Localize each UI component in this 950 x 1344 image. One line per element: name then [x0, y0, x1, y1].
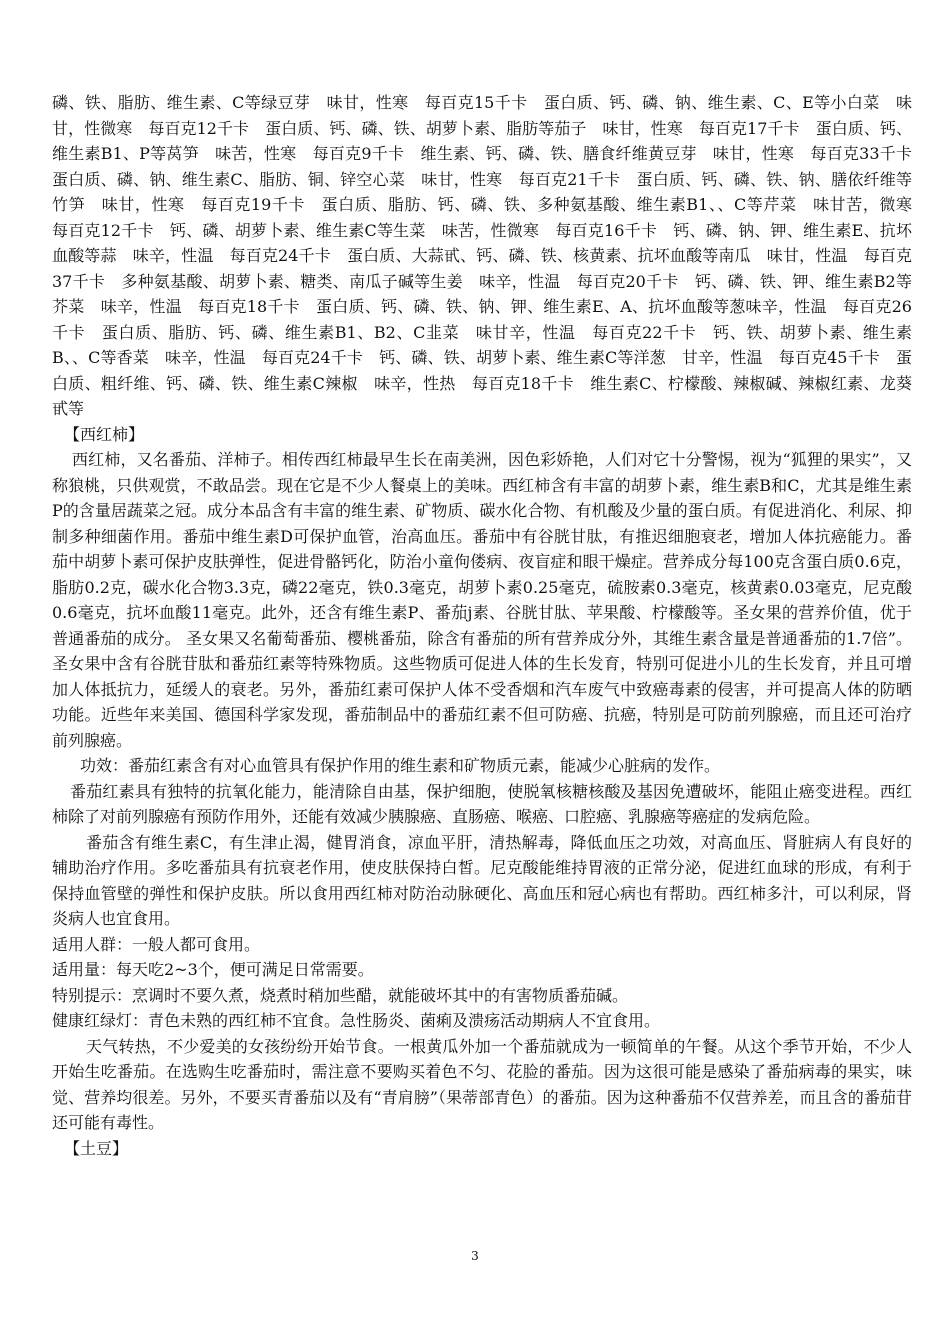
suitable-amount: 适用量：每天吃2~3个，便可满足日常需要。 [52, 960, 374, 979]
special-tip: 特别提示：烹调时不要久煮，烧煮时稍加些醋，就能破坏其中的有害物质番茄碱。 [52, 985, 629, 1005]
tomato-antioxidant: 番茄红素具有独特的抗氧化能力，能清除自由基，保护细胞，使脱氧核糖核酸及基因免遭破坏，能阻止癌变进程。西红柿除了对前列腺癌有预防作用外，还能有效减少胰腺癌、直肠癌、喉癌、口腔癌、乳腺癌等癌症的发病危险。 [52, 781, 912, 826]
tomato-efficacy: 功效：番茄红素含有对心血管具有保护作用的维生素和矿物质元素，能减少心脏病的发作。 [80, 756, 721, 775]
tomato-closing: 天气转热，不少爱美的女孩纷纷开始节食。一根黄瓜外加一个番茄就成为一顿简单的午餐。从这个季节开始，不少人开始生吃番茄。在选购生吃番茄时，需注意不要购买着色不匀、花脸的番茄。因为这很可能是感染了番茄病毒的果实，味觉、营养均很差。另外，不要买青番茄以及有“青肩膀”（果蒂部青色）的番茄。因为这种番茄不仅营养差，而且含的番茄苷还可能有毒性。 [52, 1036, 912, 1132]
tomato-vitamin-c: 番茄含有维生素C，有生津止渴，健胃消食，凉血平肝，清热解毒，降低血压之功效，对高血压、肾脏病人有良好的辅助治疗作用。多吃番茄具有抗衰老作用，使皮肤保持白皙。尼克酸能维持胃液的正常分泌，促进红血球的形成，有利于保持血管壁的弹性和保护皮肤。所以食用西红柿对防治动脉硬化、高血压和冠心病也有帮助。西红柿多汁，可以利尿，肾炎病人也宜食用。 [52, 832, 912, 928]
vegetable-nutrition-list: 磷、铁、脂肪、维生素、C等绿豆芽 味甘，性寒 每百克15千卡 蛋白质、钙、磷、钠、维生素、C、E等小白菜 味甘，性微寒 每百克12千卡 蛋白质、钙、磷、铁、胡萝卜素、脂肪等茄子 味甘，性寒 每百克17千卡 蛋白质、钙、维生素B1、P等莴笋 味苦，性寒 每百克9千卡 维生素、钙、磷、铁、膳食纤维黄豆芽 味甘，性寒 每百克33千卡 蛋白质、磷、钠、维生素C、脂肪、铜、锌空心菜 味甘，性寒 每百克21千卡 蛋白质、钙、磷、铁、钠、膳依纤维等竹笋 味甘，性寒 每百克19千卡 蛋白质、脂肪、钙、磷、铁、多种氨基酸、维生素B1、、C等芹菜 味甘苦，微寒 每百克12千卡 钙、磷、胡萝卜素、维生素C等生菜 味苦，性微寒 每百克16千卡 钙、磷、钠、钾、维生素E、抗坏血酸等蒜 味辛，性温 每百克24千卡 蛋白质、大蒜甙、钙、磷、铁、核黄素、抗坏血酸等南瓜 味甘，性温 每百克37千卡 多种氨基酸、胡萝卜素、糖类、南瓜子碱等生姜 味辛，性温 每百克20千卡 钙、磷、铁、钾、维生素B2等芥菜 味辛，性温 每百克18千卡 蛋白质、钙、磷、铁、钠、钾、维生素E、A、抗坏血酸等葱味辛，性温 每百克26千卡 蛋白质、脂肪、钙、磷、维生素B1、B2、C韭菜 味甘辛，性温 每百克22千卡 钙、铁、胡萝卜素、维生素B、、C等香菜 味辛，性温 每百克24千卡 钙、磷、铁、胡萝卜素、维生素C等洋葱 甘辛，性温 每百克45千卡 蛋白质、粗纤维、钙、磷、铁、维生素C辣椒 味辛，性热 每百克18千卡 维生素C、柠檬酸、辣椒碱、辣椒红素、龙葵甙等 [52, 93, 929, 418]
section-heading-tomato: 【西红柿】 [64, 424, 145, 444]
suitable-people: 适用人群：一般人都可食用。 [52, 934, 261, 954]
document-page [52, 90, 929, 1161]
section-heading-potato: 【土豆】 [64, 1138, 129, 1158]
health-traffic-light: 健康红绿灯：青色未熟的西红柿不宜食。急性肠炎、菌痢及溃疡活动期病人不宜食用。 [52, 1011, 661, 1030]
page-number: 3 [471, 1249, 479, 1263]
tomato-description: 西红柿，又名番茄、洋柿子。相传西红柿最早生长在南美洲，因色彩娇艳，人们对它十分警惕，视为“狐狸的果实”，又称狼桃，只供观赏，不敢品尝。现在它是不少人餐桌上的美味。西红柿含有丰富的胡萝卜素，维生素B和C，尤其是维生素P的含量居蔬菜之冠。成分本品含有丰富的维生素、矿物质、碳水化合物、有机酸及少量的蛋白质。有促进消化、利尿、抑制多种细菌作用。番茄中维生素D可保护血管，治高血压。番茄中有谷胱甘肽，有推迟细胞衰老，增加人体抗癌能力。番茄中胡萝卜素可保护皮肤弹性，促进骨骼钙化，防治小童佝偻病、夜盲症和眼干燥症。营养成分每100克含蛋白质0.6克，脂肪0.2克，碳水化合物3.3克，磷22毫克，铁0.3毫克，胡萝卜素0.25毫克，硫胺素0.3毫克，核黄素0.03毫克，尼克酸0.6毫克，抗坏血酸11毫克。此外，还含有维生素P、番茄j素、谷胱甘肽、苹果酸、柠檬酸等。圣女果的营养价值，优于普通番茄的成分。 圣女果又名葡萄番茄、樱桃番茄，除含有番茄的所有营养成分外，其维生素含量是普通番茄的1.7倍”。 圣女果中含有谷胱苷肽和番茄红素等特殊物质。这些物质可促进人体的生长发育，特别可促进小儿的生长发育，并且可增加人体抵抗力，延缓人的衰老。另外，番茄红素可保护人体不受香烟和汽车废气中致癌毒素的侵害，并可提高人体的防晒功能。近些年来美国、德国科学家发现，番茄制品中的番茄红素不但可防癌、抗癌，特别是可防前列腺癌，而且还可治疗前列腺癌。 [52, 450, 912, 750]
